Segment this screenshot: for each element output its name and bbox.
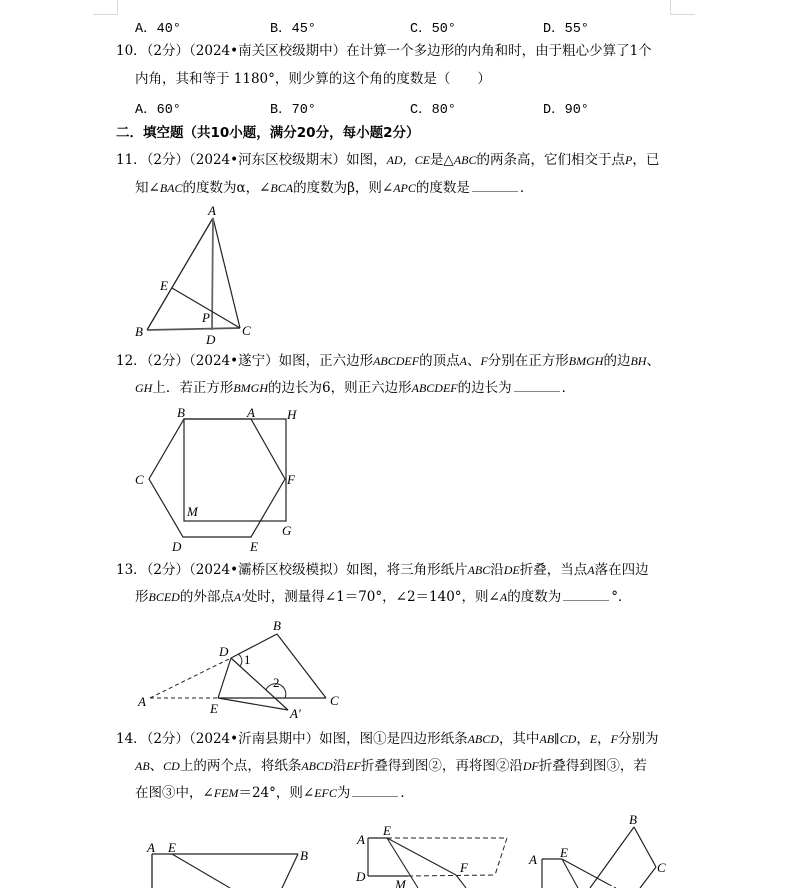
q14-fig2-label-m: M <box>395 877 406 888</box>
q14-fig3-label-e: E <box>560 845 568 860</box>
q14-fig3-side-c-down <box>640 867 656 888</box>
q10-option-c: C．80° <box>410 103 456 118</box>
q13-figure-folded-triangle <box>130 612 350 722</box>
q12-math: A <box>459 354 467 368</box>
q14-text: 折叠得到图②，再将图②沿 <box>360 758 523 774</box>
q14-fig1-label-b: B <box>300 848 308 863</box>
q12-text: 、 <box>646 353 660 369</box>
q14-fig3-label-a: A <box>529 852 537 867</box>
q12-label-g: G <box>282 523 292 538</box>
q12-label-a: A <box>247 405 255 420</box>
q11-figure-triangle <box>120 200 280 350</box>
q14-math: E <box>589 732 598 746</box>
q11-text: 的度数是 <box>415 180 470 196</box>
q13-text: °． <box>611 589 632 605</box>
q14-text: 沿 <box>332 758 347 774</box>
q11-math: BCA <box>270 181 294 195</box>
q12-text: 分别在正方形 <box>487 353 569 369</box>
q11-label-a: A <box>208 203 216 218</box>
q13-label-e: E <box>210 701 218 716</box>
q9-option-c: C．50° <box>410 22 456 37</box>
q13-math: A′ <box>233 590 244 604</box>
q12-text: 上．若正方形 <box>152 380 234 396</box>
q14-fig3-label-c: C <box>657 860 666 875</box>
q11-label-c: C <box>242 323 251 338</box>
q14-fig3-label-b: B <box>629 812 637 827</box>
q14-math: F <box>610 732 618 746</box>
q11-math: AD，CE <box>386 153 430 167</box>
q14-text: ， <box>597 731 611 747</box>
q12-text: 的边长为6，则正六边形 <box>268 380 412 396</box>
q14-line-3 <box>135 784 414 802</box>
q9-option-b: B．45° <box>270 22 316 37</box>
q12-math: BMGH <box>568 354 604 368</box>
q12-text: ． <box>561 380 576 396</box>
q13-label-1: 1 <box>244 652 251 667</box>
q14-text: ＝24°，则∠ <box>238 785 315 801</box>
q12-label-e: E <box>250 539 258 554</box>
q14-fig1-side-bc <box>282 854 298 888</box>
q13-text: 沿 <box>490 562 504 578</box>
q13-dashed-ad <box>150 658 231 698</box>
page-corner-mark-right <box>670 0 695 15</box>
q11-text: ，已 <box>632 152 660 168</box>
q14-math: AB <box>135 759 150 773</box>
q14-math: EFC <box>314 786 337 800</box>
q14-fig3-side-b-left <box>590 827 634 888</box>
q11-text: 11．（2分）（2024•河东区校级期末）如图， <box>116 152 387 168</box>
q14-fig1-line-ef <box>172 854 230 888</box>
q11-math: APC <box>393 181 416 195</box>
q14-answer-blank[interactable] <box>352 784 398 797</box>
q14-fig1-label-a: A <box>147 840 155 855</box>
q14-figure-2 <box>350 808 530 888</box>
q13-label-d: D <box>219 644 229 659</box>
q13-math: BCED <box>148 590 180 604</box>
q11-math: ABC <box>453 153 477 167</box>
q12-answer-blank[interactable] <box>514 379 560 392</box>
q13-text: 落在四边 <box>594 562 649 578</box>
q14-fig1-label-e: E <box>168 840 176 855</box>
q14-math: ABCD <box>467 732 499 746</box>
q14-fig2-label-d: D <box>356 869 366 884</box>
q14-fig2-label-f: F <box>460 860 468 875</box>
q13-label-b: B <box>273 618 281 633</box>
q12-text: 的顶点 <box>419 353 460 369</box>
q13-answer-blank[interactable] <box>563 588 609 601</box>
q11-label-e: E <box>160 278 168 293</box>
q12-text: 12．（2分）（2024•遂宁）如图，正六边形 <box>116 353 374 369</box>
q14-line-1 <box>116 730 659 748</box>
q10-option-d: D．90° <box>543 103 589 118</box>
q14-text: ， <box>576 731 590 747</box>
q13-text: 的外部点 <box>179 589 234 605</box>
section-title-fill-in: 二．填空题（共10小题，满分20分，每小题2分） <box>116 125 420 141</box>
q12-math: ABCDEF <box>373 354 420 368</box>
q14-fig2-dashed-right <box>495 838 507 875</box>
q13-text: 折叠，当点 <box>519 562 588 578</box>
q11-line-1 <box>116 151 659 169</box>
q14-math: AB∥CD <box>539 732 577 746</box>
q11-text: 的度数为β，则∠ <box>293 180 394 196</box>
q14-math: ABCD <box>301 759 333 773</box>
q14-line-2 <box>135 757 647 775</box>
q13-text: 处时，测量得∠1＝70°，∠2＝140°，则∠ <box>243 589 500 605</box>
q12-math: BH <box>630 354 647 368</box>
q13-math: A <box>499 590 508 604</box>
q12-line-2 <box>135 379 575 397</box>
q11-text: 的两条高，它们相交于点 <box>476 152 625 168</box>
q14-text: 为 <box>336 785 351 801</box>
q13-math: ABC <box>467 563 491 577</box>
q12-text: 的边 <box>603 353 631 369</box>
page-corner-mark-left <box>93 0 118 15</box>
q11-answer-blank[interactable] <box>472 179 518 192</box>
q14-math: CD <box>163 759 180 773</box>
q13-text: 13．（2分）（2024•灞桥区校级模拟）如图，将三角形纸片 <box>116 562 468 578</box>
q11-side-bc <box>147 328 240 330</box>
q12-label-m: M <box>187 504 198 519</box>
q14-math: DF <box>522 759 539 773</box>
q14-text: 在图③中，∠ <box>135 785 214 801</box>
q11-side-ac <box>213 218 240 328</box>
q12-text: 、 <box>466 353 481 369</box>
q14-figure-1 <box>130 808 350 888</box>
q12-figure-hexagon-square <box>125 400 305 555</box>
q14-text: 分别为 <box>618 731 659 747</box>
q12-square-bmgh <box>184 419 286 521</box>
q13-line-1 <box>116 561 649 579</box>
q10-line-1: 10．（2分）（2024•南关区校级期中）在计算一个多边形的内角和时，由于粗心少算了1个 <box>116 43 652 59</box>
q14-text: ，其中 <box>498 731 540 747</box>
q12-label-f: F <box>287 472 295 487</box>
q11-text: 是△ <box>429 152 454 168</box>
q14-text: 折叠得到图③，若 <box>538 758 647 774</box>
q10-option-b: B．70° <box>270 103 316 118</box>
q11-label-b: B <box>135 324 143 339</box>
q12-text: 的边长为 <box>457 380 512 396</box>
q13-text: 的度数为 <box>507 589 562 605</box>
q13-text: 形 <box>135 589 149 605</box>
q14-fig3-dashed <box>608 884 616 888</box>
q11-text: 知∠ <box>135 180 160 196</box>
q11-math: BAC <box>159 181 183 195</box>
q14-text: 14．（2分）（2024•沂南县期中）如图，图①是四边形纸条 <box>116 731 468 747</box>
q9-option-a: A．40° <box>135 22 181 37</box>
q14-text: 、 <box>149 758 164 774</box>
q11-altitude-ad <box>212 218 213 330</box>
q11-label-d: D <box>206 332 216 347</box>
q14-math: FEM <box>213 786 239 800</box>
q12-label-b: B <box>177 405 185 420</box>
q11-math: P <box>625 153 633 167</box>
q14-figure-3 <box>520 808 700 888</box>
q13-label-a: A <box>138 694 146 709</box>
q10-option-a: A．60° <box>135 103 181 118</box>
q14-fig2-label-e: E <box>383 823 391 838</box>
q12-line-1 <box>116 352 660 370</box>
q14-fig2-line-f-down <box>456 875 466 888</box>
q12-label-h: H <box>287 407 297 422</box>
q13-math: DE <box>503 563 520 577</box>
q12-math: ABCDEF <box>411 381 458 395</box>
q11-label-p: P <box>202 310 210 325</box>
q10-line-2: 内角，其和等于 1180°，则少算的这个角的度数是（ ） <box>135 71 491 87</box>
q14-fig2-label-a: A <box>357 832 365 847</box>
q14-fig2-line-ef <box>387 838 456 875</box>
q14-text: ． <box>400 785 414 801</box>
q13-label-c: C <box>330 693 339 708</box>
q11-text: ． <box>519 180 534 196</box>
q13-math: A <box>587 563 595 577</box>
q12-math: GH <box>135 381 153 395</box>
q12-label-d: D <box>172 539 182 554</box>
q13-label-a-prime: A′ <box>290 706 301 721</box>
q13-line-2 <box>135 588 631 606</box>
q14-text: 上的两个点，将纸条 <box>179 758 302 774</box>
q12-math: F <box>480 354 488 368</box>
q12-hexagon-abcdef <box>149 419 285 537</box>
q11-line-2 <box>135 179 533 197</box>
q9-option-d: D．55° <box>543 22 589 37</box>
q13-label-2: 2 <box>273 675 280 690</box>
q14-fig3-side-bc <box>634 827 656 867</box>
q14-fig2-dashed-bottom <box>408 875 495 876</box>
q12-math: BMGH <box>233 381 269 395</box>
q14-math: EF <box>346 759 361 773</box>
q11-text: 的度数为α，∠ <box>182 180 271 196</box>
q12-label-c: C <box>135 472 144 487</box>
